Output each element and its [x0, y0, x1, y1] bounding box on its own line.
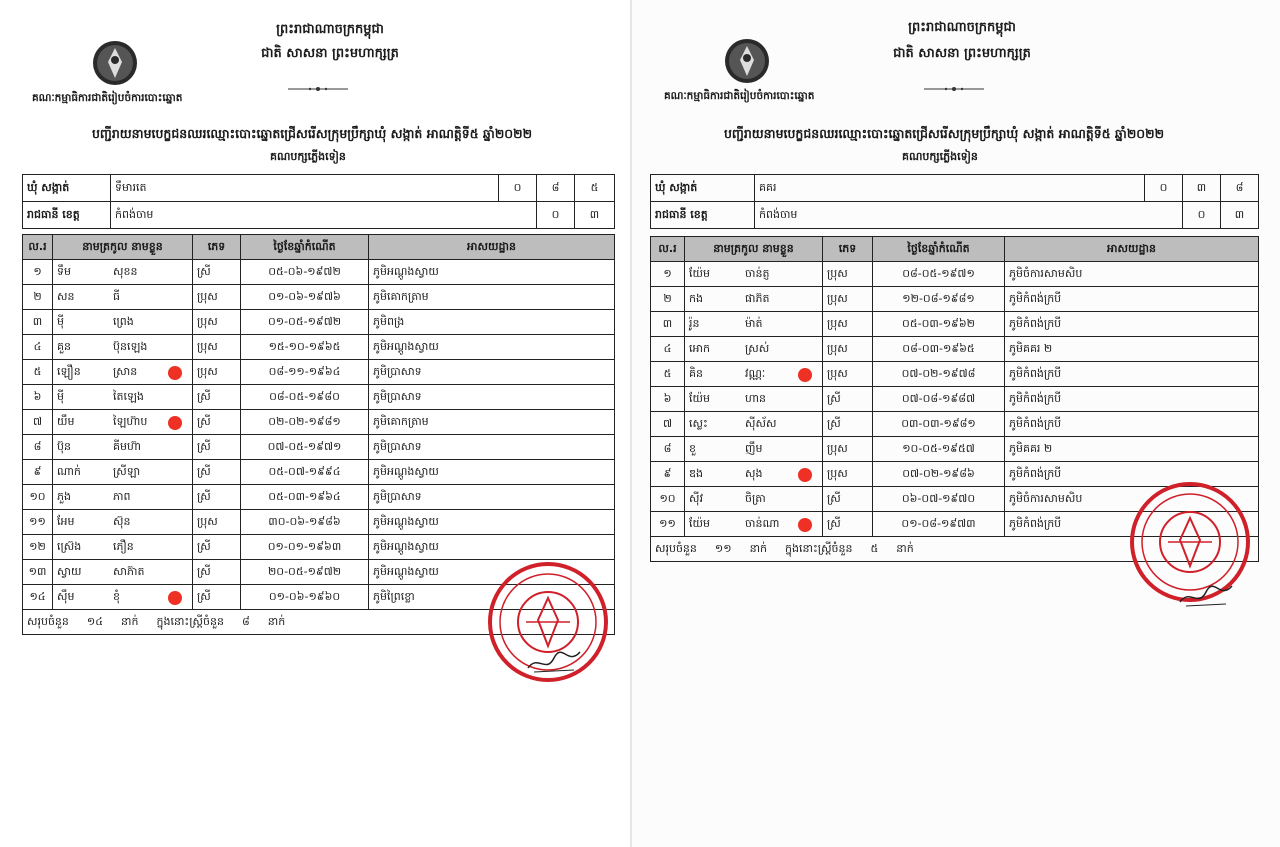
- candidate-name: [53, 535, 193, 560]
- sex: ប្រុស: [193, 285, 241, 310]
- row-number: ១០: [651, 487, 685, 512]
- sex: ស្រី: [823, 412, 873, 437]
- col-header-no: ល.រ: [651, 237, 685, 262]
- sex: ប្រុស: [823, 312, 873, 337]
- summary-unit: នាក់: [121, 615, 139, 628]
- party-name: គណបក្សភ្លើងទៀន: [270, 150, 346, 163]
- commune-code-digit: ៨: [537, 175, 575, 202]
- document-page-right: [632, 0, 1280, 847]
- summary-women: ៥: [870, 542, 879, 555]
- signature-mark: [1176, 580, 1236, 610]
- row-number: ១១: [23, 510, 53, 535]
- surname: ឡឿន: [57, 365, 81, 378]
- district-name: កំពង់ចាម: [111, 202, 537, 229]
- given-name: ព្រេង: [113, 315, 134, 328]
- committee-name: គណៈកម្មាធិការជាតិរៀបចំការបោះឆ្នោត: [32, 92, 183, 104]
- candidate-name: [53, 560, 193, 585]
- sex: ប្រុស: [193, 510, 241, 535]
- address: ភូមិគគរ ២: [1005, 437, 1259, 462]
- surname: ណាក់: [57, 465, 81, 478]
- commune-row: [23, 175, 615, 202]
- sex: ស្រី: [193, 560, 241, 585]
- table-header-row: [23, 235, 615, 260]
- surname: ម៉ី: [57, 390, 64, 403]
- given-name: ស៊ីស័ស: [745, 417, 777, 430]
- table-row: [23, 385, 615, 410]
- date-of-birth: ១២-០៨-១៩៨១: [873, 287, 1005, 312]
- table-row: [23, 460, 615, 485]
- candidate-name: [685, 387, 823, 412]
- candidate-name: [53, 435, 193, 460]
- surname: រ៉ូន: [689, 317, 700, 330]
- table-header-row: [651, 237, 1259, 262]
- given-name: ស្រាន: [113, 365, 138, 378]
- surname: ប៊ុន: [57, 440, 71, 453]
- candidate-name: [685, 437, 823, 462]
- row-number: ១២: [23, 535, 53, 560]
- table-row: [23, 535, 615, 560]
- col-header-no: ល.រ: [23, 235, 53, 260]
- surname: សន: [57, 290, 75, 303]
- summary-women-label: ក្នុងនោះស្ត្រីចំនួន: [785, 542, 853, 555]
- table-row: [651, 262, 1259, 287]
- table-row: [651, 362, 1259, 387]
- commune-row: [651, 175, 1259, 202]
- nec-emblem-icon: [724, 38, 770, 84]
- summary-women-label: ក្នុងនោះស្ត្រីចំនួន: [156, 615, 224, 628]
- summary-total: ១៤: [86, 615, 104, 628]
- row-number: ៧: [23, 410, 53, 435]
- district-code-digit: ៣: [575, 202, 615, 229]
- given-name: ភឿន: [113, 540, 134, 553]
- row-number: ៦: [23, 385, 53, 410]
- sex: ស្រី: [193, 535, 241, 560]
- red-dot-marker: [798, 518, 812, 532]
- col-header-name: នាមត្រកូល នាមខ្លួន: [53, 235, 193, 260]
- sex: ស្រី: [193, 260, 241, 285]
- location-table: [22, 174, 615, 229]
- given-name: សុខន: [113, 265, 138, 278]
- address: ភូមិអណ្តូងស្វាយ: [369, 260, 615, 285]
- date-of-birth: ០៨-១១-១៩៦៤: [241, 360, 369, 385]
- candidate-name: [685, 312, 823, 337]
- date-of-birth: ១៥-១០-១៩៦៥: [241, 335, 369, 360]
- list-title: បញ្ជីរាយនាមបេក្ខជនឈរឈ្មោះបោះឆ្នោតជ្រើសរើសក្រុមប្រឹក្សាឃុំ សង្កាត់ អាណត្តិទី៥ ឆ្នាំ២០២២: [724, 126, 1165, 141]
- commune-code-digit: ៨: [1221, 175, 1259, 202]
- summary-total: ១១: [714, 542, 732, 555]
- date-of-birth: ០១-០៦-១៩៦០: [241, 585, 369, 610]
- candidate-name: [53, 310, 193, 335]
- given-name: ម៉ាត់: [745, 317, 763, 330]
- row-number: ១: [651, 262, 685, 287]
- table-row: [651, 437, 1259, 462]
- given-name: ញឹម: [745, 442, 763, 455]
- surname: អែម: [57, 515, 75, 528]
- sex: ប្រុស: [193, 360, 241, 385]
- date-of-birth: ០១-០៦-១៩៧៦: [241, 285, 369, 310]
- table-row: [23, 360, 615, 385]
- sex: ប្រុស: [823, 287, 873, 312]
- sex: ប្រុស: [823, 262, 873, 287]
- surname: ស៊ឹម: [57, 590, 75, 603]
- summary-unit: នាក់: [267, 615, 286, 628]
- date-of-birth: ០៨-០៥-១៩៧១: [873, 262, 1005, 287]
- table-row: [651, 287, 1259, 312]
- row-number: ១៣: [23, 560, 53, 585]
- signature-mark: [524, 646, 584, 676]
- surname: ស្លេះ: [689, 417, 708, 430]
- location-table: [650, 174, 1259, 229]
- sex: ស្រី: [823, 387, 873, 412]
- commune-label: ឃុំ សង្កាត់: [23, 175, 111, 202]
- date-of-birth: ០២-០២-១៩៨១: [241, 410, 369, 435]
- candidate-name: [53, 585, 193, 610]
- address: ភូមិកំពង់ក្របី: [1005, 362, 1259, 387]
- sex: ស្រី: [823, 487, 873, 512]
- date-of-birth: ០៥-០៧-១៩៩៤: [241, 460, 369, 485]
- row-number: ៤: [23, 335, 53, 360]
- date-of-birth: ០៧-០២-១៩៧៨: [873, 362, 1005, 387]
- given-name: ខុំ: [113, 590, 120, 603]
- row-number: ១០: [23, 485, 53, 510]
- sex: ប្រុស: [823, 362, 873, 387]
- table-row: [651, 312, 1259, 337]
- committee-name: គណៈកម្មាធិការជាតិរៀបចំការបោះឆ្នោត: [664, 90, 815, 102]
- table-row: [651, 412, 1259, 437]
- sex: ប្រុស: [193, 335, 241, 360]
- sex: ប្រុស: [823, 337, 873, 362]
- surname: យ៉ែម: [689, 517, 710, 530]
- date-of-birth: ០៥-០៣-១៩៦២: [873, 312, 1005, 337]
- candidate-name: [53, 335, 193, 360]
- row-number: ១១: [651, 512, 685, 537]
- surname: ទឹម: [57, 265, 71, 278]
- motto-heading: ជាតិ សាសនា ព្រះមហាក្សត្រ: [261, 46, 399, 61]
- commune-code-digit: ០: [499, 175, 537, 202]
- surname: គិន: [689, 367, 703, 380]
- sex: ប្រុស: [193, 310, 241, 335]
- surname: យ៉ែម: [689, 392, 710, 405]
- candidate-name: [53, 260, 193, 285]
- table-row: [651, 337, 1259, 362]
- table-row: [651, 387, 1259, 412]
- date-of-birth: ០៣-០៣-១៩៨១: [873, 412, 1005, 437]
- surname: ឌង: [689, 467, 703, 480]
- summary-women: ៨: [241, 615, 250, 628]
- commune-code-digit: ០: [1145, 175, 1183, 202]
- date-of-birth: ០៧-០២-១៩៨៦: [873, 462, 1005, 487]
- address: ភូមិគោកត្រាម: [369, 410, 615, 435]
- candidate-name: [685, 337, 823, 362]
- candidate-name: [53, 510, 193, 535]
- surname: យ៉ែម: [689, 267, 710, 280]
- date-of-birth: ០១-០៨-១៩៧៣: [873, 512, 1005, 537]
- given-name: ស្រីឡា: [113, 465, 141, 478]
- date-of-birth: ៣០-០៦-១៩៨៦: [241, 510, 369, 535]
- address: ភូមិគោកត្រាម: [369, 285, 615, 310]
- surname: ស៊្រេង: [57, 540, 82, 553]
- candidate-name: [53, 385, 193, 410]
- table-row: [23, 310, 615, 335]
- address: ភូមិកំពង់ក្របី: [1005, 312, 1259, 337]
- given-name: ចាន់ណា: [745, 517, 780, 530]
- red-dot-marker: [168, 416, 182, 430]
- col-header-address: អាសយដ្ឋាន: [1005, 237, 1259, 262]
- commune-code-digit: ៣: [1183, 175, 1221, 202]
- row-number: ២: [651, 287, 685, 312]
- address: ភូមិប្រាសាទ: [369, 485, 615, 510]
- address: ភូមិចំការសាមសិប: [1005, 487, 1259, 512]
- table-row: [23, 485, 615, 510]
- address: ភូមិកំពង់ក្របី: [1005, 412, 1259, 437]
- date-of-birth: ០៨-០៥-១៩៨០: [241, 385, 369, 410]
- row-number: ៩: [23, 460, 53, 485]
- row-number: ១: [23, 260, 53, 285]
- col-header-sex: ភេទ: [823, 237, 873, 262]
- given-name: ស៊ុន: [113, 515, 131, 528]
- flourish-ornament: [288, 86, 348, 92]
- date-of-birth: ០១-០៥-១៩៧២: [241, 310, 369, 335]
- given-name: វណ្ណៈ: [745, 367, 766, 380]
- given-name: ផាភ៊ត: [745, 292, 770, 305]
- col-header-dob: ថ្ងៃខែឆ្នាំកំណើត: [241, 235, 369, 260]
- row-number: ៣: [651, 312, 685, 337]
- district-label: រាជធានី ខេត្ត: [23, 202, 111, 229]
- address: ភូមិប្រាសាទ: [369, 435, 615, 460]
- address: ភូមិអណ្តូងស្វាយ: [369, 535, 615, 560]
- address: ភូមិប្រាសាទ: [369, 360, 615, 385]
- kingdom-heading: ព្រះរាជាណាចក្រកម្ពុជា: [276, 22, 384, 37]
- candidate-name: [685, 262, 823, 287]
- row-number: ៤: [651, 337, 685, 362]
- candidate-name: [685, 487, 823, 512]
- row-number: ៥: [23, 360, 53, 385]
- col-header-name: នាមត្រកូល នាមខ្លួន: [685, 237, 823, 262]
- kingdom-heading: ព្រះរាជាណាចក្រកម្ពុជា: [908, 20, 1016, 35]
- candidate-name: [685, 287, 823, 312]
- table-row: [23, 285, 615, 310]
- table-row: [23, 510, 615, 535]
- surname: គួន: [57, 340, 71, 353]
- party-name: គណបក្សភ្លើងទៀន: [902, 150, 978, 163]
- candidate-name: [685, 512, 823, 537]
- table-row: [23, 410, 615, 435]
- address: ភូមិចំការសាមសិប: [1005, 262, 1259, 287]
- address: ភូមិពង្រ: [369, 310, 615, 335]
- district-code-digit: ៣: [1221, 202, 1259, 229]
- commune-code-digit: ៥: [575, 175, 615, 202]
- given-name: ចាន់ត្ញ: [745, 267, 770, 280]
- address: ភូមិអណ្តូងស្វាយ: [369, 510, 615, 535]
- date-of-birth: ០៧-០៨-១៩៨៧: [873, 387, 1005, 412]
- given-name: ធី: [113, 290, 120, 303]
- candidate-name: [53, 360, 193, 385]
- surname: ស៊ីវ: [689, 492, 703, 505]
- address: ភូមិកំពង់ក្របី: [1005, 512, 1259, 537]
- given-name: សុង: [745, 467, 763, 480]
- sex: ស្រី: [193, 460, 241, 485]
- row-number: ២: [23, 285, 53, 310]
- date-of-birth: ២០-០៥-១៩៧២: [241, 560, 369, 585]
- address: ភូមិអណ្តូងស្វាយ: [369, 460, 615, 485]
- row-number: ៩: [651, 462, 685, 487]
- candidate-name: [685, 362, 823, 387]
- nec-emblem-icon: [92, 40, 138, 86]
- address: ភូមិកំពង់ក្របី: [1005, 287, 1259, 312]
- row-number: ៨: [23, 435, 53, 460]
- surname: យឹម: [57, 415, 75, 428]
- date-of-birth: ០៨-០៣-១៩៦៥: [873, 337, 1005, 362]
- list-title: បញ្ជីរាយនាមបេក្ខជនឈរឈ្មោះបោះឆ្នោតជ្រើសរើសក្រុមប្រឹក្សាឃុំ សង្កាត់ អាណត្តិទី៥ ឆ្នាំ២០២២: [92, 126, 533, 141]
- given-name: គីមហ៊ា: [113, 440, 141, 453]
- commune-name: គគរ: [755, 175, 1145, 202]
- summary-total-label: សរុបចំនួន: [27, 615, 69, 628]
- surname: អោក: [689, 342, 710, 355]
- address: ភូមិប្រាសាទ: [369, 385, 615, 410]
- district-label: រាជធានី ខេត្ត: [651, 202, 755, 229]
- col-header-sex: ភេទ: [193, 235, 241, 260]
- candidate-name: [685, 462, 823, 487]
- date-of-birth: ០៥-០៦-១៩៧២: [241, 260, 369, 285]
- date-of-birth: ០៥-០៣-១៩៦៤: [241, 485, 369, 510]
- candidate-name: [53, 485, 193, 510]
- given-name: ស្រស់: [745, 342, 770, 355]
- address: ភូមិអណ្តូងស្វាយ: [369, 335, 615, 360]
- given-name: ភាព: [113, 490, 131, 503]
- col-header-address: អាសយដ្ឋាន: [369, 235, 615, 260]
- district-code-digit: ០: [1183, 202, 1221, 229]
- given-name: ប៊ុនឡេង: [113, 340, 148, 353]
- surname: ខួ: [689, 442, 696, 455]
- sex: ប្រុស: [823, 462, 873, 487]
- sex: ស្រី: [193, 385, 241, 410]
- district-code-digit: ០: [537, 202, 575, 229]
- date-of-birth: ០១-០១-១៩៦៣: [241, 535, 369, 560]
- table-row: [23, 260, 615, 285]
- address: ភូមិកំពង់ក្របី: [1005, 387, 1259, 412]
- summary-unit: នាក់: [896, 542, 914, 555]
- sex: ស្រី: [193, 435, 241, 460]
- summary-unit: នាក់: [749, 542, 768, 555]
- row-number: ៥: [651, 362, 685, 387]
- address: ភូមិគគរ ២: [1005, 337, 1259, 362]
- sex: ស្រី: [193, 485, 241, 510]
- red-dot-marker: [168, 591, 182, 605]
- given-name: ហាន: [745, 392, 766, 405]
- red-dot-marker: [798, 468, 812, 482]
- table-row: [23, 335, 615, 360]
- given-name: ឡៃហ៊ាប: [113, 415, 148, 428]
- district-name: កំពង់ចាម: [755, 202, 1183, 229]
- red-dot-marker: [798, 368, 812, 382]
- given-name: ចិត្រា: [745, 492, 766, 505]
- surname: កង: [689, 292, 703, 305]
- district-row: [23, 202, 615, 229]
- address: ភូមិកំពង់ក្របី: [1005, 462, 1259, 487]
- row-number: ៨: [651, 437, 685, 462]
- red-dot-marker: [168, 366, 182, 380]
- row-number: ៧: [651, 412, 685, 437]
- address: ភូមិព្រៃខ្លោ: [369, 585, 615, 610]
- district-row: [651, 202, 1259, 229]
- candidate-name: [53, 285, 193, 310]
- candidate-name: [53, 460, 193, 485]
- surname: ភួង: [57, 490, 71, 503]
- given-name: តៃឡេង: [113, 390, 144, 403]
- given-name: សាភ៊ាត: [113, 565, 145, 578]
- commune-name: ទឹមារតេ: [111, 175, 499, 202]
- sex: ស្រី: [193, 585, 241, 610]
- surname: ម៉ី: [57, 315, 64, 328]
- flourish-ornament: [924, 86, 984, 92]
- row-number: ១៤: [23, 585, 53, 610]
- date-of-birth: ១០-០៥-១៩៥៧: [873, 437, 1005, 462]
- table-row: [23, 435, 615, 460]
- candidate-name: [53, 410, 193, 435]
- motto-heading: ជាតិ សាសនា ព្រះមហាក្សត្រ: [893, 46, 1031, 61]
- row-number: ៣: [23, 310, 53, 335]
- commune-label: ឃុំ សង្កាត់: [651, 175, 755, 202]
- date-of-birth: ០៦-០៧-១៩៧០: [873, 487, 1005, 512]
- candidate-name: [685, 412, 823, 437]
- date-of-birth: ០៧-០៥-១៩៧១: [241, 435, 369, 460]
- col-header-dob: ថ្ងៃខែឆ្នាំកំណើត: [873, 237, 1005, 262]
- address: ភូមិអណ្តូងស្វាយ: [369, 560, 615, 585]
- sex: ស្រី: [823, 512, 873, 537]
- sex: ប្រុស: [823, 437, 873, 462]
- summary-total-label: សរុបចំនួន: [655, 542, 697, 555]
- sex: ស្រី: [193, 410, 241, 435]
- row-number: ៦: [651, 387, 685, 412]
- surname: ស្វាយ: [57, 565, 82, 578]
- document-page-left: [0, 0, 632, 847]
